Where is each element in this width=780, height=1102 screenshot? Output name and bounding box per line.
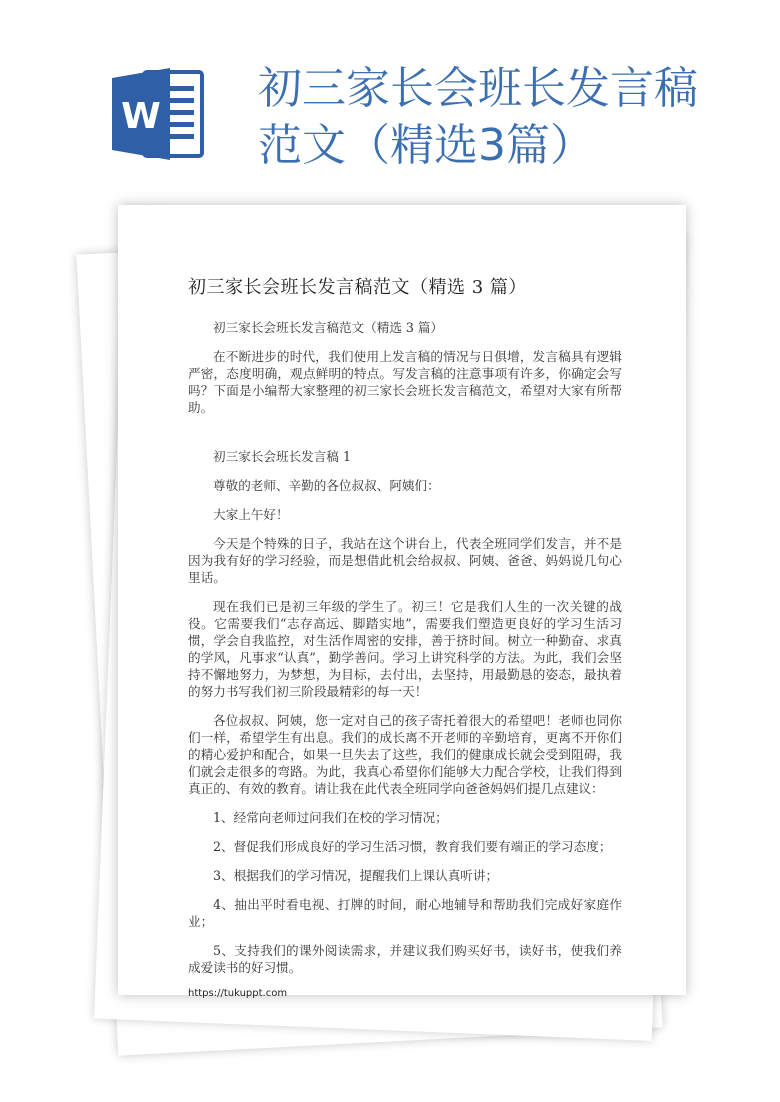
svg-text:W: W [121,96,161,137]
paragraph-body: 现在我们已是初三年级的学生了。初三！它是我们人生的一次关键的战役。它需要我们“志存高远、脚踏实地”，需要我们塑造更良好的学习生活习惯，学会自我监控，对生活作周密的安排，善于挤时间。树立一种勤奋、求真的学风，凡事求“认真”，勤学善问。学习上讲究科学的方法。为此，我们会坚持不懈地努力，为梦想，为目标，去付出，去坚持，用最勤恳的姿态，最执着的努力书写我们初三阶段最精彩的每一天！ [188,599,622,699]
paragraph-subtitle: 初三家长会班长发言稿范文（精选 3 篇） [213,320,444,335]
list-item: 1、经常向老师过问我们在校的学习情况； [213,810,448,825]
section-heading: 初三家长会班长发言稿 1 [213,449,351,464]
page-title: 初三家长会班长发言稿范文（精选3篇） [258,63,698,171]
paragraph-greeting: 尊敬的老师、辛勤的各位叔叔、阿姨们： [213,478,440,493]
list-item: 4、抽出平时看电视、打牌的时间，耐心地辅导和帮助我们完成好家庭作业； [188,897,622,929]
list-item: 5、支持我们的课外阅读需求，并建议我们购买好书，读好书，使我们养成爱读书的好习惯。 [188,943,622,975]
document-body [188,319,622,999]
document-page [118,205,686,999]
list-item: 2、督促我们形成良好的学习生活习惯，教育我们要有端正的学习态度； [213,839,612,854]
paragraph-intro: 在不断进步的时代，我们使用上发言稿的情况与日俱增，发言稿具有逻辑严密，态度明确，观点鲜明的特点。写发言稿的注意事项有许多，你确定会写吗？下面是小编帮大家整理的初三家长会班长发言稿范文，希望对大家有所帮助。 [188,349,622,415]
paragraph-body: 各位叔叔、阿姨，您一定对自己的孩子寄托着很大的希望吧！老师也同你们一样，希望学生有出息。我们的成长离不开老师的辛勤培育，更离不开你们的精心爱护和配合，如果一旦失去了这些，我们的健康成长就会受到阻碍，我们就会走很多的弯路。为此，我真心希望你们能够大力配合学校，让我们得到真正的、有效的教育。请让我在此代表全班同学向爸爸妈妈们提几点建议： [188,713,622,796]
paragraph-salutation: 大家上午好！ [213,507,289,522]
paragraph-body: 今天是个特殊的日子，我站在这个讲台上，代表全班同学们发言，并不是因为我有好的学习经验，而是想借此机会给叔叔、阿姨、爸爸、妈妈说几句心里话。 [188,536,622,585]
list-item: 3、根据我们的学习情况，提醒我们上课认真听讲； [213,868,499,883]
document-title: 初三家长会班长发言稿范文（精选 3 篇） [188,277,527,298]
footer-url: https://tukuppt.com [188,988,288,999]
